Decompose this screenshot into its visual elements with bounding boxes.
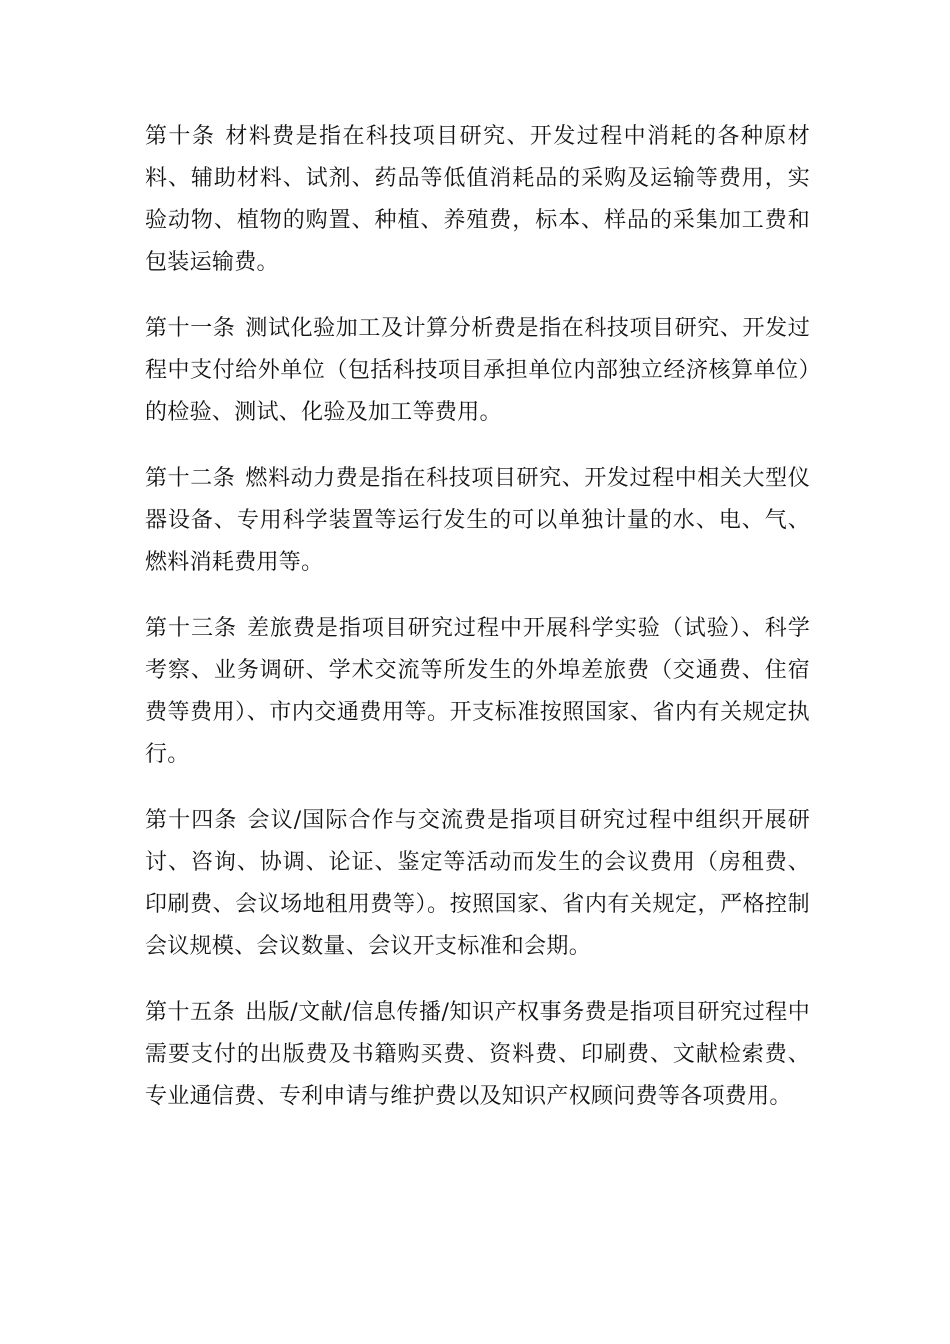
document-body (145, 116, 810, 1142)
article-text: 燃料动力费是指在科技项目研究、开发过程中相关大型仪器设备、专用科学装置等运行发生的可以单独计量的水、电、气、燃料消耗费用等。 (145, 466, 810, 575)
article-text: 材料费是指在科技项目研究、开发过程中消耗的各种原材料、辅助材料、试剂、药品等低值消耗品的采购及运输等费用，实验动物、植物的购置、种植、养殖费，标本、样品的采集加工费和包装运输费。 (145, 124, 810, 275)
article-text: 会议/国际合作与交流费是指项目研究过程中组织开展研讨、咨询、协调、论证、鉴定等活动而发生的会议费用（房租费、印刷费、会议场地租用费等）。按照国家、省内有关规定，严格控制会议规模、会议数量、会议开支标准和会期。 (145, 808, 810, 959)
article-text: 出版/文献/信息传播/知识产权事务费是指项目研究过程中需要支付的出版费及书籍购买费、资料费、印刷费、文献检索费、专业通信费、专利申请与维护费以及知识产权顾问费等各项费用。 (145, 1000, 811, 1109)
article-text: 测试化验加工及计算分析费是指在科技项目研究、开发过程中支付给外单位（包括科技项目承担单位内部独立经济核算单位）的检验、测试、化验及加工等费用。 (145, 316, 810, 425)
article-11 (145, 308, 810, 434)
article-number: 第十四条 (145, 808, 238, 833)
article-number: 第十二条 (145, 466, 236, 491)
article-number: 第十三条 (145, 616, 237, 641)
article-number: 第十条 (145, 124, 216, 149)
article-10 (145, 116, 810, 284)
article-13 (145, 608, 810, 776)
article-14 (145, 800, 810, 968)
article-12 (145, 458, 810, 584)
article-text: 差旅费是指项目研究过程中开展科学实验（试验）、科学考察、业务调研、学术交流等所发生的外埠差旅费（交通费、住宿费等费用）、市内交通费用等。开支标准按照国家、省内有关规定执行。 (145, 616, 810, 767)
article-15 (145, 992, 810, 1118)
article-number: 第十五条 (145, 1000, 236, 1025)
article-number: 第十一条 (145, 316, 236, 341)
